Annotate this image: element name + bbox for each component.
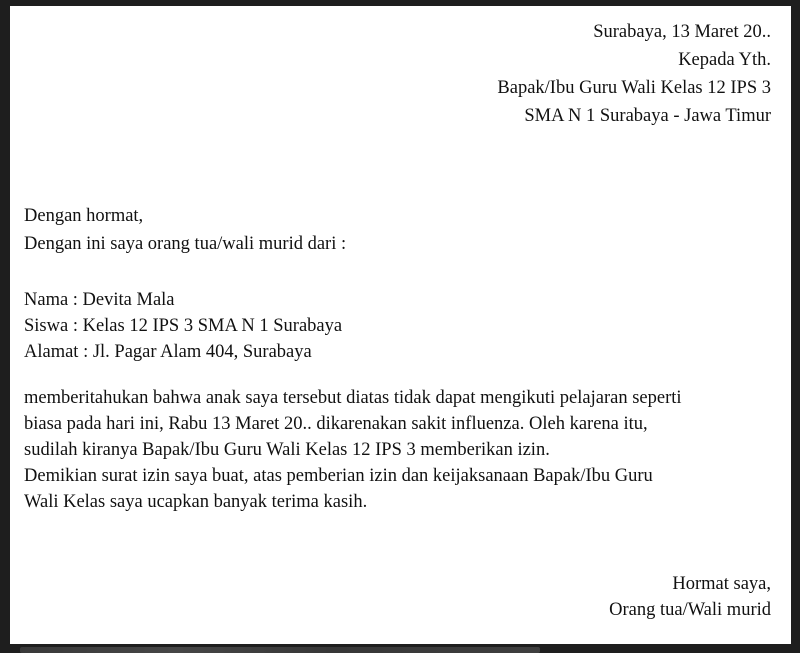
body-line-1: memberitahukan bahwa anak saya tersebut diatas tidak dapat mengikuti pelajaran seperti	[24, 388, 682, 408]
body-line-4: Demikian surat izin saya buat, atas pemberian izin dan keijaksanaan Bapak/Ibu Guru	[24, 466, 653, 486]
bottom-edge	[0, 644, 800, 653]
recipient: Bapak/Ibu Guru Wali Kelas 12 IPS 3	[497, 78, 771, 98]
closing-signer: Orang tua/Wali murid	[609, 600, 771, 620]
student-name: Nama : Devita Mala	[24, 290, 175, 310]
body-line-5: Wali Kelas saya ucapkan banyak terima kasih.	[24, 492, 368, 512]
closing-salutation: Hormat saya,	[672, 574, 771, 594]
body-line-3: sudilah kiranya Bapak/Ibu Guru Wali Kelas 12 IPS 3 memberikan izin.	[24, 440, 550, 460]
student-address: Alamat : Jl. Pagar Alam 404, Surabaya	[24, 342, 312, 362]
to-label: Kepada Yth.	[678, 50, 771, 70]
blurred-text-strip	[20, 647, 540, 653]
place-date: Surabaya, 13 Maret 20..	[593, 22, 771, 42]
letter-page	[10, 6, 791, 644]
school-address: SMA N 1 Surabaya - Jawa Timur	[524, 106, 771, 126]
student-class: Siswa : Kelas 12 IPS 3 SMA N 1 Surabaya	[24, 316, 343, 336]
body-line-2: biasa pada hari ini, Rabu 13 Maret 20.. dikarenakan sakit influenza. Oleh karena itu,	[24, 414, 648, 434]
greeting: Dengan hormat,	[24, 206, 144, 226]
intro-line: Dengan ini saya orang tua/wali murid dari :	[24, 234, 347, 254]
